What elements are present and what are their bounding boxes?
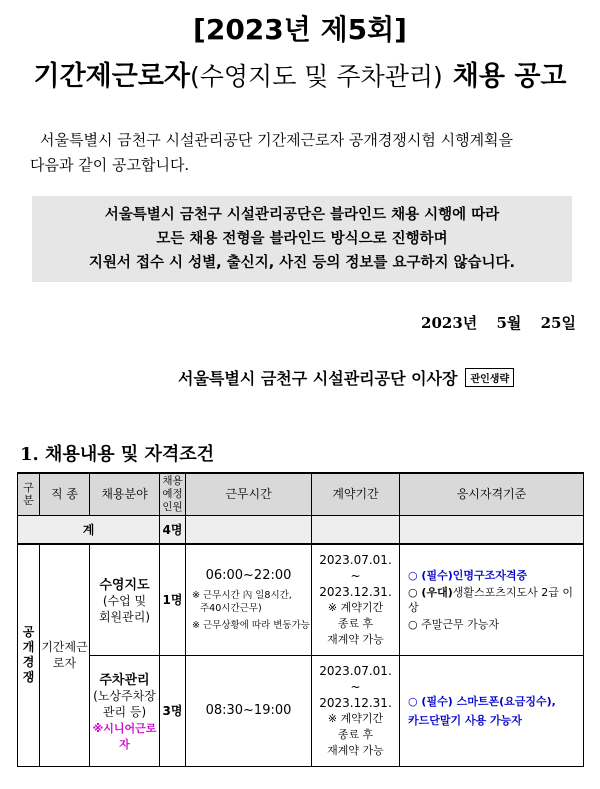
- total-empty-contract: [312, 515, 400, 544]
- blind-hiring-notice: [32, 196, 572, 282]
- job-type-cell: 기간제근로자: [40, 544, 90, 767]
- field-sub: (수업 및: [102, 594, 147, 608]
- division-cell: 공개경쟁: [18, 544, 40, 767]
- total-empty-hours: [186, 515, 312, 544]
- title-line-1: [2023년 제5회]: [193, 13, 407, 46]
- title-line-2: [0, 54, 600, 93]
- qualification-item: ○ 주말근무 가능자: [408, 617, 499, 631]
- field-name: 수영지도: [99, 578, 150, 593]
- qualification-item: [408, 585, 583, 600]
- headcount-cell: 3명: [160, 655, 186, 766]
- header-contract: 계약기간: [312, 473, 400, 515]
- hours-note: ※ 근무시간 內 일8시간,: [192, 589, 292, 601]
- total-count: 4명: [160, 515, 186, 544]
- qualifications-cell: [400, 655, 584, 766]
- total-label: 계: [18, 515, 160, 544]
- field-sub: 회원관리): [98, 610, 151, 624]
- contract-end: 2023.12.31.: [319, 584, 392, 599]
- contract-note: ※ 계약기간: [327, 711, 384, 725]
- total-empty-qual: [400, 515, 584, 544]
- qualification-item: ○ (필수) 스마트폰(요금징수),: [408, 694, 556, 708]
- work-hours-cell: 08:30~19:00: [186, 655, 312, 766]
- qualification-item-cont: 카드단말기 사용 가능자: [408, 713, 522, 727]
- contract-cell: [312, 544, 400, 656]
- table-row: [18, 544, 584, 656]
- signer-name: 서울특별시 금천구 시설관리공단 이사장: [178, 369, 458, 388]
- title-tail: 채용 공고: [452, 61, 567, 92]
- table-header-row: [18, 473, 584, 515]
- header-work-hours: 근무시간: [186, 473, 312, 515]
- recruitment-table: [17, 472, 584, 767]
- notice-line-1: 서울특별시 금천구 시설관리공단은 블라인드 채용 시행에 따라: [104, 207, 500, 223]
- work-hours: 06:00~22:00: [205, 567, 292, 583]
- contract-cell: [312, 655, 400, 766]
- contract-end: 2023.12.31.: [319, 695, 392, 710]
- field-sub: 관리 등): [102, 705, 147, 719]
- senior-worker-label: ※시니어근로자: [92, 722, 157, 751]
- title-paren: (수영지도 및 주차관리): [190, 62, 443, 91]
- table-row: [18, 655, 584, 766]
- header-field: 채용분야: [90, 473, 160, 515]
- contract-start: 2023.07.01.: [319, 663, 392, 678]
- work-hours-cell: [186, 544, 312, 656]
- qualification-item-cont: 상: [408, 600, 419, 614]
- notice-line-2: 모든 채용 전형을 블라인드 방식으로 진행하며: [156, 231, 448, 247]
- contract-tilde: ~: [350, 568, 361, 583]
- contract-start: 2023.07.01.: [319, 552, 392, 567]
- contract-tilde: ~: [350, 679, 361, 694]
- seal-omitted-stamp: 관인생략: [465, 368, 514, 387]
- qualifications-cell: [400, 544, 584, 656]
- header-division: 구분: [18, 473, 40, 515]
- header-headcount: 채용예정인원: [160, 473, 186, 515]
- notice-line-3: 지원서 접수 시 성별, 출신지, 사진 등의 정보를 요구하지 않습니다.: [88, 255, 516, 271]
- signer: [178, 366, 514, 389]
- hours-note: 주40시간근무): [200, 602, 262, 614]
- qual-text: 생활스포츠지도사 2급 이: [452, 585, 573, 599]
- header-job-type: 직 종: [40, 473, 90, 515]
- title-main: 기간제근로자: [33, 61, 190, 92]
- field-cell: [90, 655, 160, 766]
- intro-line-1: 서울특별시 금천구 시설관리공단 기간제근로자 공개경쟁시험 시행계획을: [40, 131, 514, 149]
- contract-note: 재계약 가능: [327, 743, 384, 757]
- intro-paragraph: [30, 128, 590, 178]
- header-qualifications: 응시자격기준: [400, 473, 584, 515]
- contract-note: 종료 후: [337, 727, 374, 741]
- field-name: 주차관리: [99, 673, 150, 688]
- hours-note: ※ 근무상황에 따라 변동가능: [192, 619, 310, 631]
- qualification-item: ○ (필수)인명구조자격증: [408, 568, 528, 582]
- section-title: 1. 채용내용 및 자격조건: [20, 444, 215, 465]
- contract-note: 재계약 가능: [327, 632, 384, 646]
- contract-note: 종료 후: [337, 616, 374, 630]
- qual-prefix: ○ (우대): [408, 585, 453, 599]
- announcement-date: 2023년 5월 25일: [421, 314, 576, 332]
- table-total-row: [18, 515, 584, 544]
- field-sub: (노상주차장: [93, 689, 156, 703]
- headcount-cell: 1명: [160, 544, 186, 656]
- contract-note: ※ 계약기간: [327, 600, 384, 614]
- intro-line-2: 다음과 같이 공고합니다.: [30, 156, 190, 174]
- field-cell: [90, 544, 160, 656]
